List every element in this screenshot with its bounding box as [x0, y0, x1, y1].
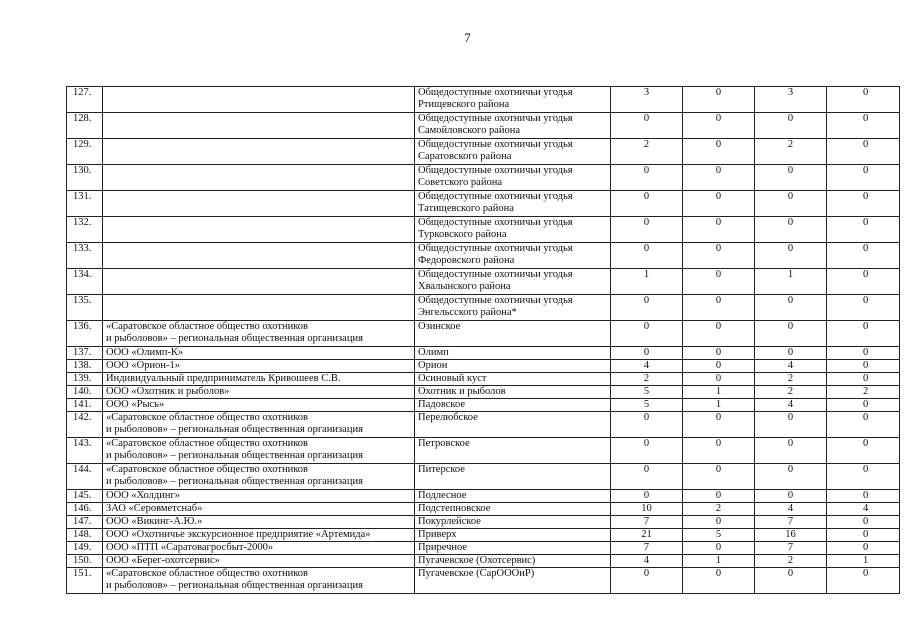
value-cell-2: 0 — [683, 373, 755, 386]
table-row — [67, 438, 900, 464]
organization-cell — [103, 295, 415, 321]
hunting-ground-cell: Покурлейское — [415, 516, 611, 529]
table-row — [67, 347, 900, 360]
row-number-cell: 138. — [67, 360, 103, 373]
value-cell-4: 0 — [827, 139, 900, 165]
table-row — [67, 464, 900, 490]
value-cell-1: 0 — [611, 438, 683, 464]
value-cell-3: 0 — [755, 347, 827, 360]
value-cell-3: 2 — [755, 555, 827, 568]
organization-cell — [103, 217, 415, 243]
value-cell-1: 1 — [611, 269, 683, 295]
value-cell-4: 0 — [827, 438, 900, 464]
table-row — [67, 399, 900, 412]
hunting-ground-cell: Орион — [415, 360, 611, 373]
organization-cell: «Саратовское областное общество охотников и рыболовов» – региональная общественная организация — [103, 321, 415, 347]
hunting-ground-cell: Общедоступные охотничьи угодья Турковского района — [415, 217, 611, 243]
value-cell-2: 0 — [683, 217, 755, 243]
hunting-ground-cell: Озинское — [415, 321, 611, 347]
table-row — [67, 217, 900, 243]
row-number-cell: 151. — [67, 568, 103, 594]
organization-cell: ООО «Холдинг» — [103, 490, 415, 503]
value-cell-2: 0 — [683, 412, 755, 438]
value-cell-1: 2 — [611, 373, 683, 386]
organization-cell: Индивидуальный предприниматель Кривошеев С.В. — [103, 373, 415, 386]
value-cell-1: 2 — [611, 139, 683, 165]
table-row — [67, 360, 900, 373]
organization-cell — [103, 113, 415, 139]
row-number-cell: 146. — [67, 503, 103, 516]
table-row — [67, 542, 900, 555]
value-cell-4: 0 — [827, 529, 900, 542]
table-row — [67, 243, 900, 269]
hunting-ground-cell: Приверх — [415, 529, 611, 542]
row-number-cell: 141. — [67, 399, 103, 412]
row-number-cell: 139. — [67, 373, 103, 386]
hunting-ground-cell: Питерское — [415, 464, 611, 490]
value-cell-2: 0 — [683, 269, 755, 295]
organization-cell: ООО «Рысь» — [103, 399, 415, 412]
organization-cell — [103, 243, 415, 269]
row-number-cell: 135. — [67, 295, 103, 321]
hunting-ground-cell: Общедоступные охотничьи угодья Самойловского района — [415, 113, 611, 139]
value-cell-1: 5 — [611, 399, 683, 412]
value-cell-4: 0 — [827, 191, 900, 217]
value-cell-1: 0 — [611, 347, 683, 360]
hunting-ground-cell: Общедоступные охотничьи угодья Энгельсского района* — [415, 295, 611, 321]
value-cell-1: 0 — [611, 295, 683, 321]
value-cell-3: 0 — [755, 295, 827, 321]
value-cell-4: 4 — [827, 503, 900, 516]
value-cell-2: 0 — [683, 438, 755, 464]
value-cell-3: 0 — [755, 243, 827, 269]
table-row — [67, 113, 900, 139]
value-cell-4: 0 — [827, 295, 900, 321]
value-cell-1: 0 — [611, 568, 683, 594]
organization-cell: «Саратовское областное общество охотников и рыболовов» – региональная общественная организация — [103, 438, 415, 464]
value-cell-1: 0 — [611, 217, 683, 243]
row-number-cell: 137. — [67, 347, 103, 360]
hunting-ground-cell: Охотник и рыболов — [415, 386, 611, 399]
table-row — [67, 87, 900, 113]
value-cell-3: 7 — [755, 516, 827, 529]
row-number-cell: 131. — [67, 191, 103, 217]
organization-cell — [103, 269, 415, 295]
value-cell-2: 0 — [683, 139, 755, 165]
row-number-cell: 149. — [67, 542, 103, 555]
row-number-cell: 127. — [67, 87, 103, 113]
value-cell-4: 0 — [827, 464, 900, 490]
value-cell-3: 3 — [755, 87, 827, 113]
page-number: 7 — [464, 30, 471, 45]
row-number-cell: 142. — [67, 412, 103, 438]
value-cell-4: 0 — [827, 373, 900, 386]
table-row — [67, 490, 900, 503]
value-cell-1: 0 — [611, 490, 683, 503]
value-cell-4: 0 — [827, 516, 900, 529]
organization-cell: ЗАО «Серовметснаб» — [103, 503, 415, 516]
value-cell-1: 7 — [611, 542, 683, 555]
value-cell-1: 21 — [611, 529, 683, 542]
organization-cell: «Саратовское областное общество охотников и рыболовов» – региональная общественная организация — [103, 464, 415, 490]
value-cell-1: 0 — [611, 191, 683, 217]
row-number-cell: 145. — [67, 490, 103, 503]
table-row — [67, 191, 900, 217]
table-row — [67, 295, 900, 321]
organization-cell: ООО «Орион-1» — [103, 360, 415, 373]
value-cell-2: 0 — [683, 542, 755, 555]
value-cell-4: 0 — [827, 165, 900, 191]
hunting-ground-cell: Общедоступные охотничьи угодья Советского района — [415, 165, 611, 191]
organization-cell: ООО «ПТП «Саратовагросбыт-2000» — [103, 542, 415, 555]
table-row — [67, 555, 900, 568]
value-cell-3: 16 — [755, 529, 827, 542]
table-row — [67, 568, 900, 594]
value-cell-3: 0 — [755, 412, 827, 438]
row-number-cell: 128. — [67, 113, 103, 139]
value-cell-3: 0 — [755, 438, 827, 464]
table-row — [67, 516, 900, 529]
value-cell-3: 0 — [755, 191, 827, 217]
hunting-ground-cell: Олимп — [415, 347, 611, 360]
value-cell-1: 3 — [611, 87, 683, 113]
hunting-ground-cell: Общедоступные охотничьи угодья Ртищевского района — [415, 87, 611, 113]
value-cell-4: 0 — [827, 321, 900, 347]
organization-cell: ООО «Берег-охотсервис» — [103, 555, 415, 568]
value-cell-1: 0 — [611, 321, 683, 347]
row-number-cell: 129. — [67, 139, 103, 165]
row-number-cell: 147. — [67, 516, 103, 529]
value-cell-3: 0 — [755, 321, 827, 347]
table-row — [67, 269, 900, 295]
value-cell-3: 4 — [755, 503, 827, 516]
value-cell-2: 0 — [683, 360, 755, 373]
value-cell-4: 0 — [827, 217, 900, 243]
value-cell-2: 0 — [683, 191, 755, 217]
row-number-cell: 144. — [67, 464, 103, 490]
table-row — [67, 529, 900, 542]
value-cell-4: 0 — [827, 113, 900, 139]
value-cell-4: 0 — [827, 568, 900, 594]
organization-cell: ООО «Охотничье экскурсионное предприятие «Артемида» — [103, 529, 415, 542]
row-number-cell: 143. — [67, 438, 103, 464]
table-body — [67, 87, 900, 594]
value-cell-2: 0 — [683, 490, 755, 503]
value-cell-2: 0 — [683, 321, 755, 347]
value-cell-2: 0 — [683, 113, 755, 139]
value-cell-3: 2 — [755, 386, 827, 399]
organization-cell: «Саратовское областное общество охотников и рыболовов» – региональная общественная организация — [103, 568, 415, 594]
organization-cell: ООО «Викинг-А.Ю.» — [103, 516, 415, 529]
value-cell-2: 0 — [683, 243, 755, 269]
table-row — [67, 321, 900, 347]
value-cell-4: 0 — [827, 243, 900, 269]
value-cell-2: 0 — [683, 568, 755, 594]
row-number-cell: 136. — [67, 321, 103, 347]
table-row — [67, 412, 900, 438]
hunting-ground-cell: Общедоступные охотничьи угодья Татищевского района — [415, 191, 611, 217]
hunting-ground-cell: Пугачевское (Охотсервис) — [415, 555, 611, 568]
hunting-ground-cell: Подлесное — [415, 490, 611, 503]
hunting-ground-cell: Петровское — [415, 438, 611, 464]
row-number-cell: 133. — [67, 243, 103, 269]
organization-cell — [103, 191, 415, 217]
value-cell-1: 0 — [611, 165, 683, 191]
value-cell-3: 0 — [755, 113, 827, 139]
hunting-ground-cell: Пугачевское (СарОООиР) — [415, 568, 611, 594]
value-cell-1: 0 — [611, 412, 683, 438]
value-cell-2: 0 — [683, 347, 755, 360]
value-cell-2: 1 — [683, 386, 755, 399]
row-number-cell: 132. — [67, 217, 103, 243]
value-cell-1: 4 — [611, 555, 683, 568]
row-number-cell: 134. — [67, 269, 103, 295]
row-number-cell: 148. — [67, 529, 103, 542]
value-cell-3: 4 — [755, 399, 827, 412]
value-cell-2: 0 — [683, 165, 755, 191]
value-cell-2: 0 — [683, 87, 755, 113]
value-cell-2: 0 — [683, 464, 755, 490]
table-row — [67, 503, 900, 516]
hunting-ground-cell: Подстепновское — [415, 503, 611, 516]
value-cell-4: 0 — [827, 399, 900, 412]
value-cell-1: 4 — [611, 360, 683, 373]
hunting-grounds-table — [66, 86, 900, 594]
value-cell-1: 0 — [611, 243, 683, 269]
value-cell-2: 5 — [683, 529, 755, 542]
hunting-ground-cell: Общедоступные охотничьи угодья Хвалынского района — [415, 269, 611, 295]
row-number-cell: 130. — [67, 165, 103, 191]
value-cell-1: 5 — [611, 386, 683, 399]
value-cell-1: 0 — [611, 464, 683, 490]
value-cell-3: 2 — [755, 373, 827, 386]
table-row — [67, 165, 900, 191]
organization-cell: ООО «Охотник и рыболов» — [103, 386, 415, 399]
hunting-ground-cell: Падовское — [415, 399, 611, 412]
organization-cell: «Саратовское областное общество охотников и рыболовов» – региональная общественная организация — [103, 412, 415, 438]
value-cell-2: 0 — [683, 516, 755, 529]
value-cell-4: 2 — [827, 386, 900, 399]
organization-cell — [103, 165, 415, 191]
value-cell-3: 0 — [755, 464, 827, 490]
value-cell-1: 7 — [611, 516, 683, 529]
value-cell-1: 0 — [611, 113, 683, 139]
value-cell-3: 4 — [755, 360, 827, 373]
organization-cell: ООО «Олимп-К» — [103, 347, 415, 360]
value-cell-4: 0 — [827, 542, 900, 555]
value-cell-4: 0 — [827, 347, 900, 360]
table-row — [67, 139, 900, 165]
value-cell-4: 0 — [827, 490, 900, 503]
table-row — [67, 386, 900, 399]
value-cell-3: 0 — [755, 490, 827, 503]
hunting-ground-cell: Приречное — [415, 542, 611, 555]
value-cell-3: 0 — [755, 568, 827, 594]
value-cell-3: 0 — [755, 165, 827, 191]
value-cell-3: 1 — [755, 269, 827, 295]
row-number-cell: 140. — [67, 386, 103, 399]
value-cell-2: 1 — [683, 399, 755, 412]
organization-cell — [103, 87, 415, 113]
organization-cell — [103, 139, 415, 165]
value-cell-4: 0 — [827, 412, 900, 438]
value-cell-4: 1 — [827, 555, 900, 568]
value-cell-3: 7 — [755, 542, 827, 555]
value-cell-2: 2 — [683, 503, 755, 516]
value-cell-2: 0 — [683, 295, 755, 321]
value-cell-1: 10 — [611, 503, 683, 516]
value-cell-4: 0 — [827, 87, 900, 113]
value-cell-4: 0 — [827, 360, 900, 373]
hunting-ground-cell: Общедоступные охотничьи угодья Федоровского района — [415, 243, 611, 269]
table-row — [67, 373, 900, 386]
hunting-ground-cell: Общедоступные охотничьи угодья Саратовского района — [415, 139, 611, 165]
value-cell-4: 0 — [827, 269, 900, 295]
row-number-cell: 150. — [67, 555, 103, 568]
hunting-ground-cell: Осиновый куст — [415, 373, 611, 386]
hunting-ground-cell: Перелюбское — [415, 412, 611, 438]
value-cell-3: 0 — [755, 217, 827, 243]
value-cell-2: 1 — [683, 555, 755, 568]
value-cell-3: 2 — [755, 139, 827, 165]
